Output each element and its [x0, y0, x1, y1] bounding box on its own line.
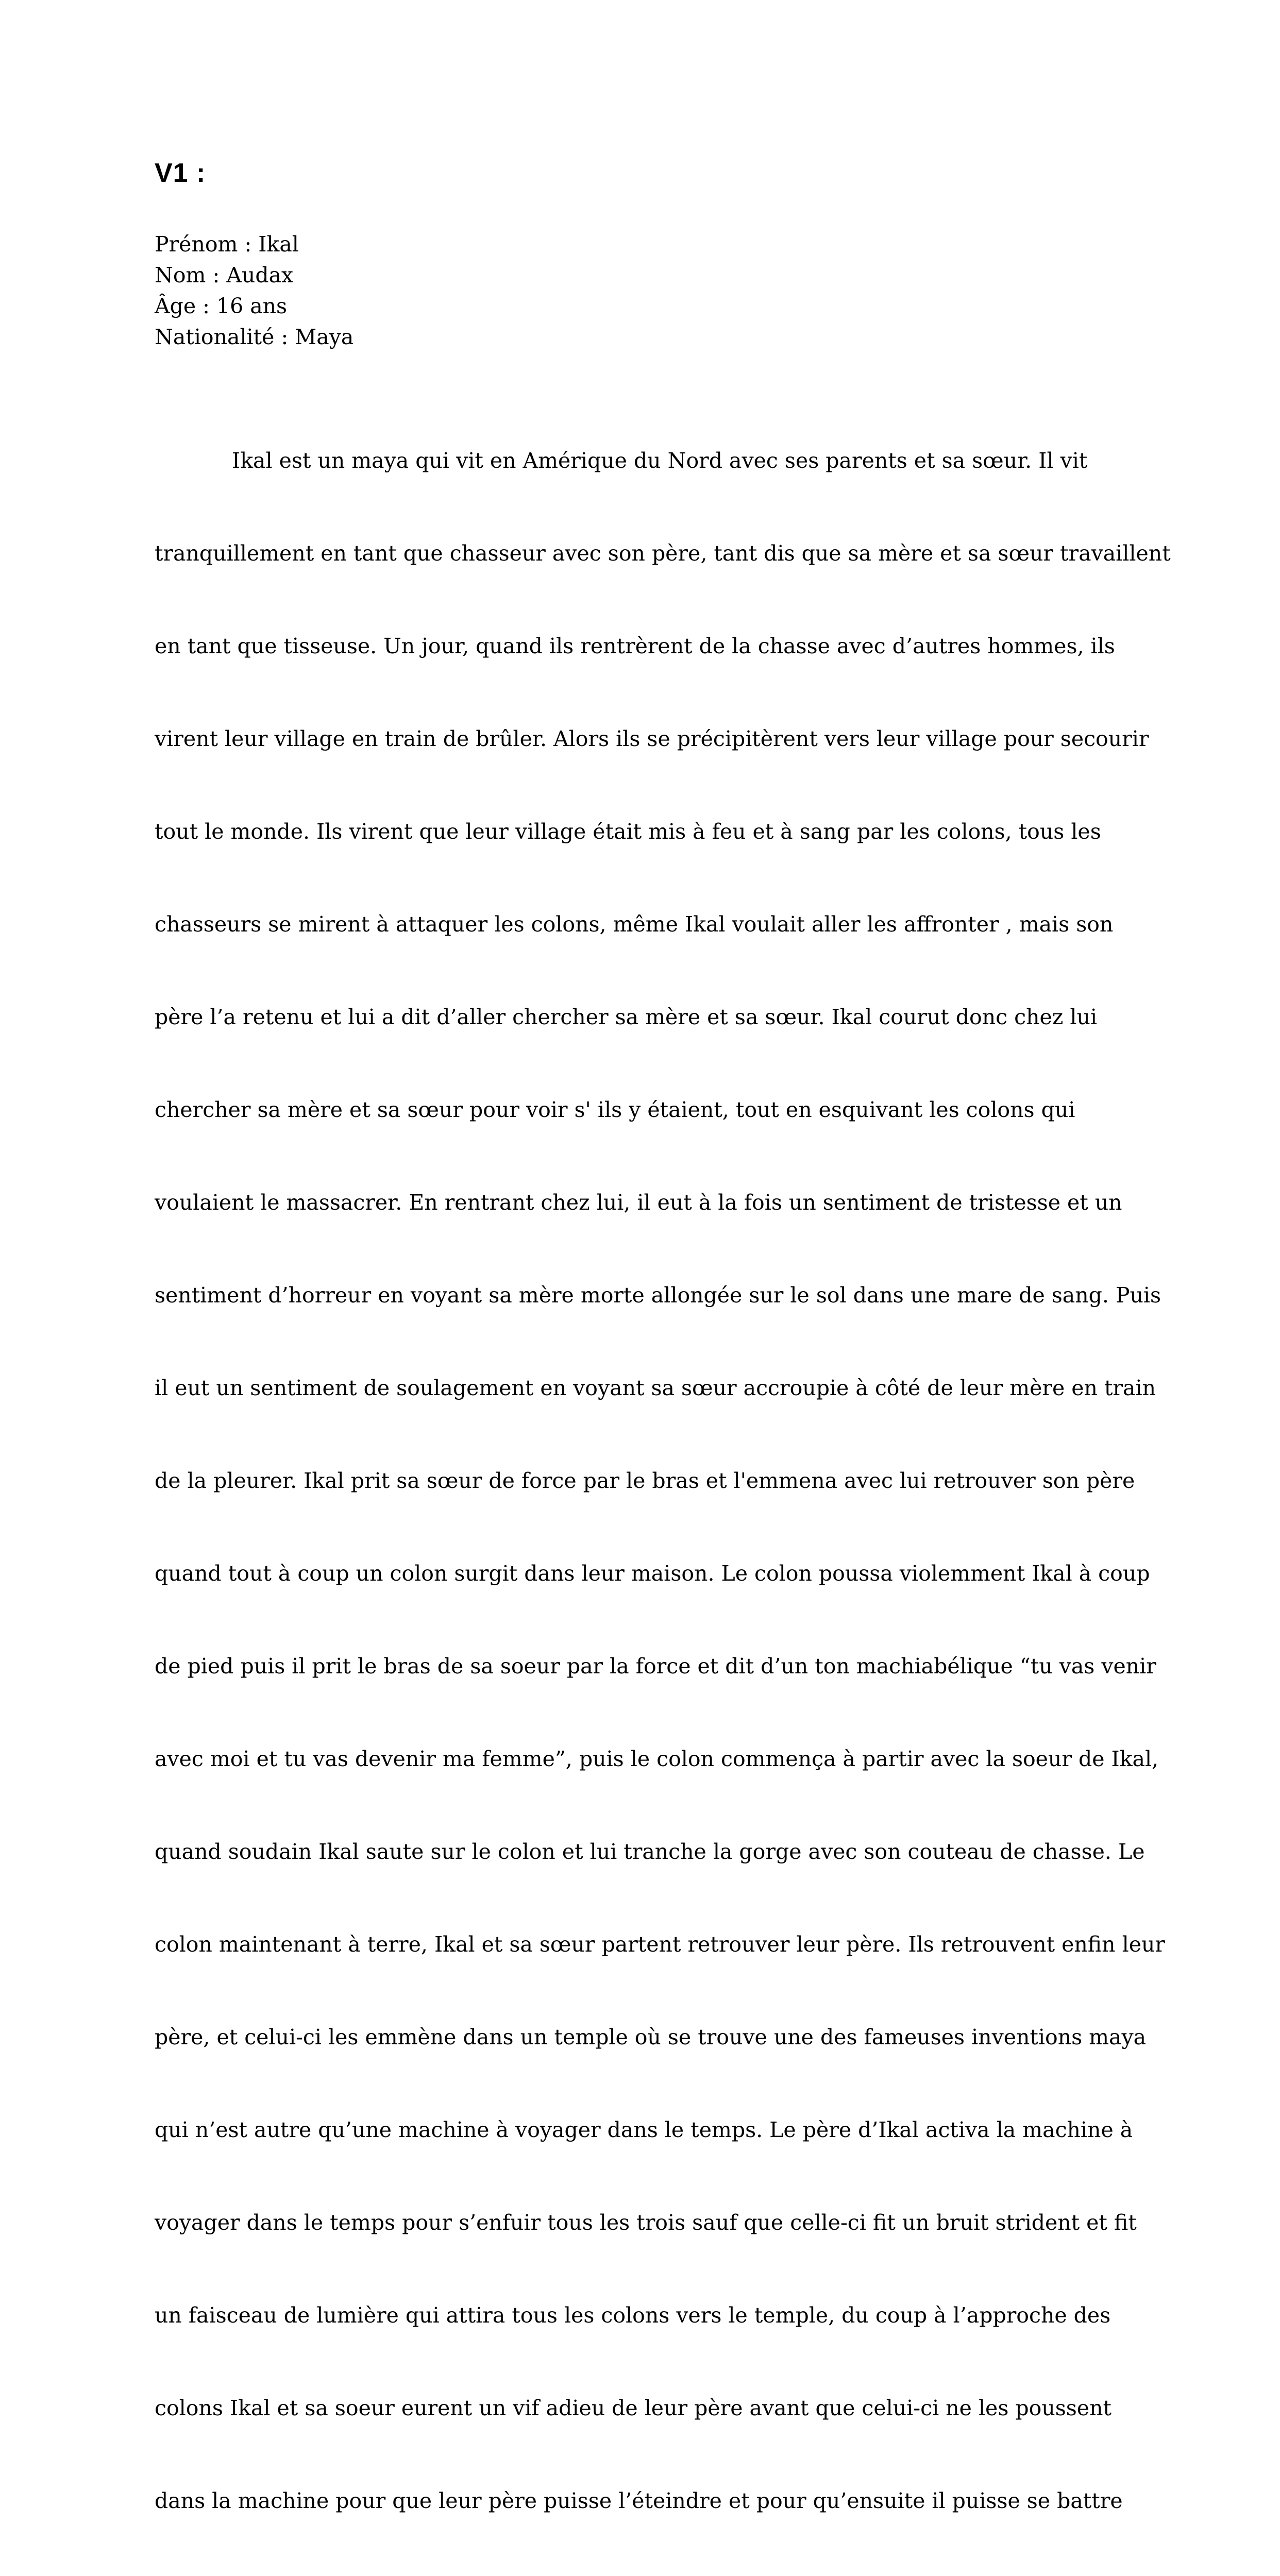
story-line: père l’a retenu et lui a dit d’aller chercher sa mère et sa sœur. Ikal courut donc chez lui	[155, 1005, 1098, 1029]
story-line: un faisceau de lumière qui attira tous les colons vers le temple, du coup à l’approche des	[155, 2303, 1111, 2328]
story-line: qui n’est autre qu’une machine à voyager dans le temps. Le père d’Ikal activa la machine à	[155, 2117, 1133, 2142]
story-line: tranquillement en tant que chasseur avec son père, tant dis que sa mère et sa sœur travaillent	[155, 541, 1171, 566]
story-line: il eut un sentiment de soulagement en voyant sa sœur accroupie à côté de leur mère en train	[155, 1376, 1156, 1400]
story-line: quand soudain Ikal saute sur le colon et lui tranche la gorge avec son couteau de chasse. Le	[155, 1839, 1145, 1864]
story-paragraph	[155, 383, 1171, 2576]
identity-first-name: Prénom : Ikal	[155, 232, 299, 257]
story-line: Ikal est un maya qui vit en Amérique du Nord avec ses parents et sa sœur. Il vit	[232, 448, 1088, 473]
story-line: dans la machine pour que leur père puisse l’éteindre et pour qu’ensuite il puisse se battre	[155, 2488, 1123, 2513]
story-line: colons Ikal et sa soeur eurent un vif adieu de leur père avant que celui-ci ne les poussent	[155, 2396, 1111, 2420]
story-line: voyager dans le temps pour s’enfuir tous les trois sauf que celle-ci fit un bruit strident et fit	[155, 2210, 1137, 2235]
story-line: voulaient le massacrer. En rentrant chez lui, il eut à la fois un sentiment de tristesse et un	[155, 1190, 1122, 1215]
story-line: tout le monde. Ils virent que leur village était mis à feu et à sang par les colons, tous les	[155, 819, 1101, 844]
identity-last-name: Nom : Audax	[155, 263, 294, 287]
story-line: chercher sa mère et sa sœur pour voir s' ils y étaient, tout en esquivant les colons qui	[155, 1097, 1075, 1122]
identity-age: Âge : 16 ans	[155, 294, 288, 318]
story-line: de pied puis il prit le bras de sa soeur par la force et dit d’un ton machiabélique “tu vas venir	[155, 1654, 1156, 1679]
identity-nationality: Nationalité : Maya	[155, 325, 354, 349]
story-line: avec moi et tu vas devenir ma femme”, puis le colon commença à partir avec la soeur de Ikal,	[155, 1747, 1159, 1771]
identity-block	[155, 229, 1134, 352]
story-line: chasseurs se mirent à attaquer les colons, même Ikal voulait aller les affronter , mais son	[155, 912, 1114, 937]
story-line: colon maintenant à terre, Ikal et sa sœur partent retrouver leur père. Ils retrouvent enfin leur	[155, 1932, 1165, 1957]
story-line: quand tout à coup un colon surgit dans leur maison. Le colon poussa violemment Ikal à coup	[155, 1561, 1150, 1586]
story-line: père, et celui-ci les emmène dans un temple où se trouve une des fameuses inventions maya	[155, 2025, 1147, 2049]
story-line: sentiment d’horreur en voyant sa mère morte allongée sur le sol dans une mare de sang. Puis	[155, 1283, 1161, 1308]
document-heading: V1 :	[155, 158, 206, 188]
story-line: en tant que tisseuse. Un jour, quand ils rentrèrent de la chasse avec d’autres hommes, ils	[155, 634, 1115, 658]
story-line: de la pleurer. Ikal prit sa sœur de force par le bras et l'emmena avec lui retrouver son père	[155, 1468, 1135, 1493]
document-content	[155, 152, 1171, 2576]
story-line: virent leur village en train de brûler. Alors ils se précipitèrent vers leur village pour secourir	[155, 726, 1149, 751]
